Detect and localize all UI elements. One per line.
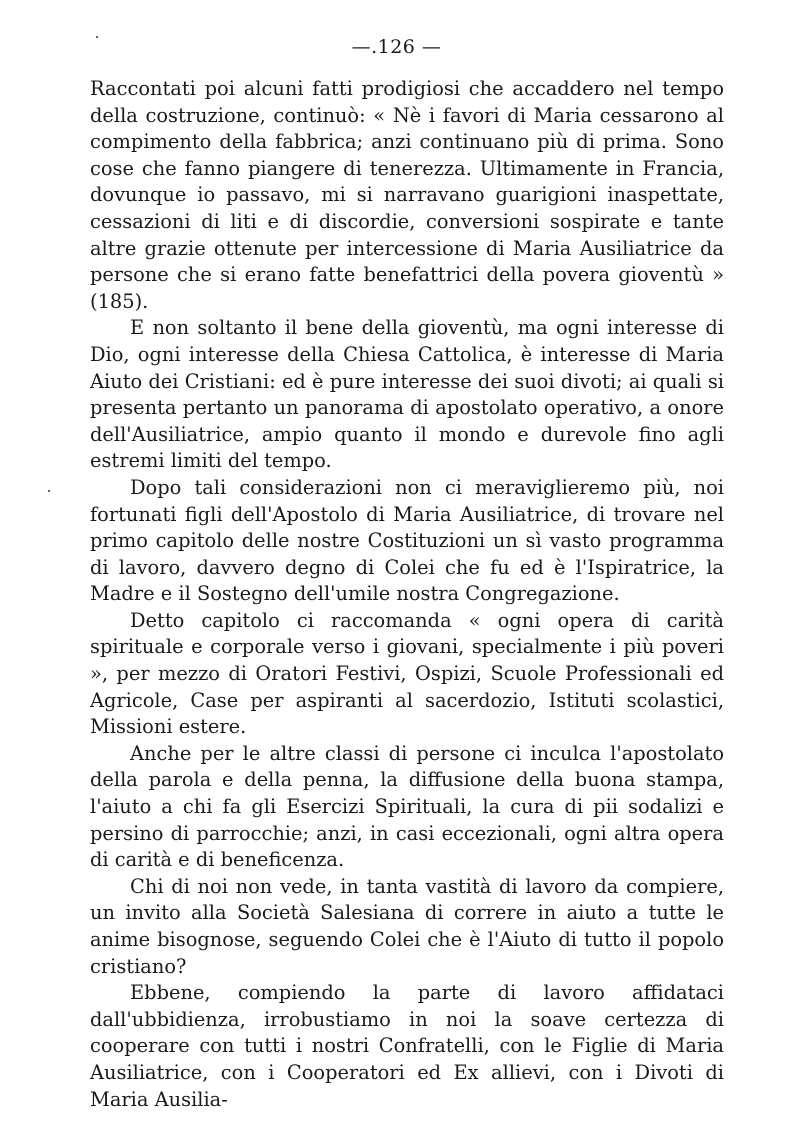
paragraph-3: Dopo tali considerazioni non ci meraviglieremo più, noi fortunati figli dell'Apostolo di Maria Ausiliatrice, di trovare nel primo capitolo delle nostre Costituzioni un sì vasto programma di lavoro, davvero degno di Colei che fu ed è l'Ispiratrice, la Madre e il Sostegno dell'umile nostra Congregazione.: [90, 475, 724, 606]
print-speck: [48, 490, 50, 492]
paragraph-1: Raccontati poi alcuni fatti prodigiosi che accaddero nel tempo della costruzione, continuò: « Nè i favori di Maria cessarono al compimento della fabbrica; anzi continuano più di prima. Sono cose che fanno piangere di tenerezza. Ultimamente in Francia, dovunque io passavo, mi si narravano guarigioni inaspettate, cessazioni di liti e di discordie, conversioni sospirate e tante altre grazie ottenute per intercessione di Maria Ausiliatrice da persone che si erano fatte benefattrici della povera gioventù » (185).: [90, 77, 724, 313]
paragraph-6: Chi di noi non vede, in tanta vastità di lavoro da compiere, un invito alla Società Salesiana di correre in aiuto a tutte le anime bisognose, seguendo Colei che è l'Aiuto di tutto il popolo cristiano?: [90, 874, 724, 978]
paragraph-5: Anche per le altre classi di persone ci inculca l'apostolato della parola e della penna, la diffusione della buona stampa, l'aiuto a chi fa gli Esercizi Spirituali, la cura di pii sodalizi e persino di parrocchie; anzi, in casi eccezionali, ogni altra opera di carità e di beneficenza.: [90, 741, 724, 872]
page-number: —.126 —: [351, 36, 442, 58]
print-speck: [96, 36, 98, 38]
paragraph-2: E non soltanto il bene della gioventù, ma ogni interesse di Dio, ogni interesse della Chiesa Cattolica, è interesse di Maria Aiuto dei Cristiani: ed è pure interesse dei suoi divoti; ai quali si presenta pertanto un panorama di apostolato operativo, a onore dell'Ausiliatrice, ampio quanto il mondo e durevole fino agli estremi limiti del tempo.: [90, 316, 724, 473]
body-text: [90, 76, 724, 1113]
paragraph-4: Detto capitolo ci raccomanda « ogni opera di carità spirituale e corporale verso i giovani, specialmente i più poveri », per mezzo di Oratori Festivi, Ospizi, Scuole Professionali ed Agricole, Case per aspiranti al sacerdozio, Istituti scolastici, Missioni estere.: [90, 608, 724, 739]
paragraph-7: Ebbene, compiendo la parte di lavoro affidataci dall'ubbidienza, irrobustiamo in noi la soave certezza di cooperare con tutti i nostri Confratelli, con le Figlie di Maria Ausiliatrice, con i Cooperatori ed Ex allievi, con i Divoti di Maria Ausilia-: [90, 981, 724, 1111]
